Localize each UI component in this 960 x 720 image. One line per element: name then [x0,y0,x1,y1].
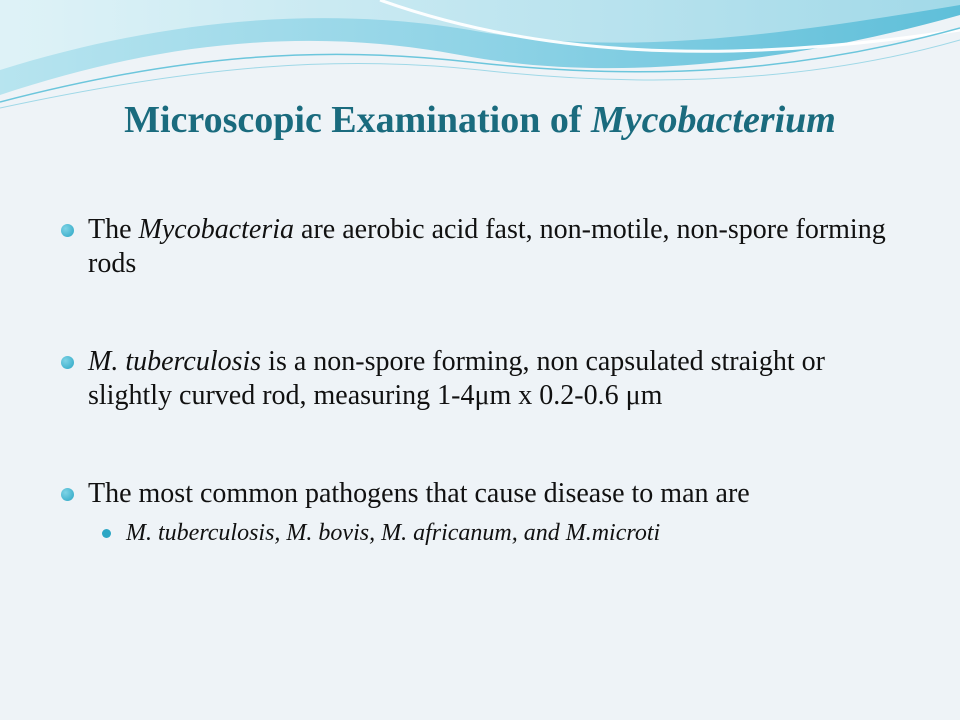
title-italic-organism: Mycobacterium [591,99,836,141]
bullet-dot-icon [61,356,74,369]
sub-bullet-item: M. tuberculosis, M. bovis, M. africanum, and M.microti [102,518,910,548]
sub-bullet-dot-icon [102,529,111,538]
bullet-dot-icon [61,224,74,237]
bullet-dot-icon [61,488,74,501]
bullet-list [60,213,910,548]
bullet-item: The most common pathogens that cause disease to man are M. tuberculosis, M. bovis, M. africanum, and M.microti [60,477,910,548]
bullet-item: M. tuberculosis is a non-spore forming, non capsulated straight or slightly curved rod, measuring 1-4μm x 0.2-0.6 μm [60,345,910,413]
slide-title: Microscopic Examination of Mycobacterium [124,99,836,141]
sub-bullet-list [102,518,910,548]
bullet-item: The Mycobacteria are aerobic acid fast, non-motile, non-spore forming rods [60,213,910,281]
header-wave-decoration [0,0,960,110]
